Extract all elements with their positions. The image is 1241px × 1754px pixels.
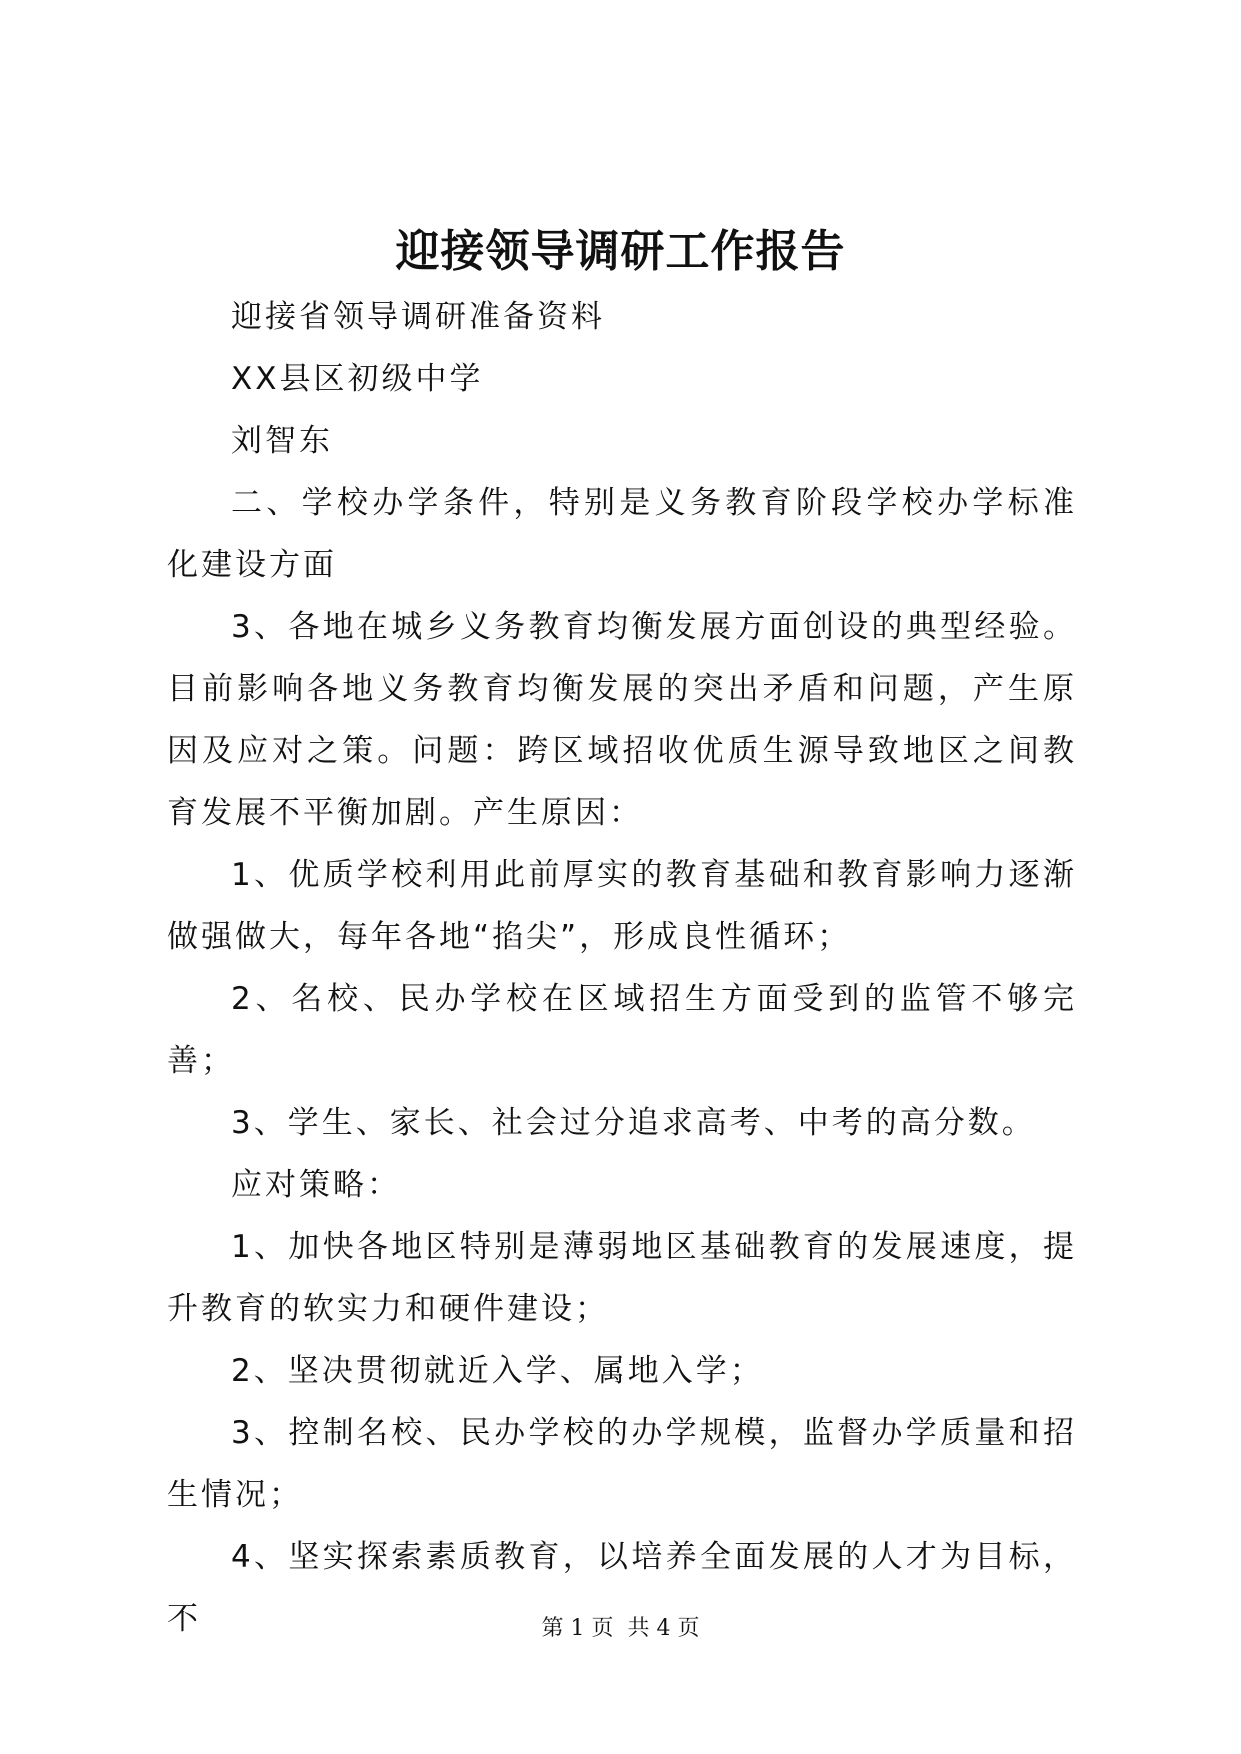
page-number: 第 1 页 共 4 页 (541, 1616, 700, 1641)
document-title: 迎接领导调研工作报告 (395, 226, 846, 277)
paragraph: 3、各地在城乡义务教育均衡发展方面创设的典型经验。目前影响各地义务教育均衡发展的突出矛盾和问题，产生原因及应对之策。问题：跨区域招收优质生源导致地区之间教育发展不平衡加剧。产生原因： (167, 609, 1077, 831)
paragraph: 3、学生、家长、社会过分追求高考、中考的高分数。 (231, 1105, 1036, 1141)
paragraph: 迎接省领导调研准备资料 (231, 299, 605, 335)
paragraph: 二、学校办学条件，特别是义务教育阶段学校办学标准化建设方面 (167, 485, 1077, 583)
paragraph: XX县区初级中学 (231, 361, 484, 397)
paragraph: 1、优质学校利用此前厚实的教育基础和教育影响力逐渐做强做大，每年各地“掐尖”，形成良性循环； (167, 857, 1077, 955)
document-body (167, 286, 1077, 1650)
paragraph: 2、名校、民办学校在区域招生方面受到的监管不够完善； (167, 981, 1077, 1079)
paragraph: 1、加快各地区特别是薄弱地区基础教育的发展速度，提升教育的软实力和硬件建设； (167, 1229, 1077, 1327)
paragraph: 3、控制名校、民办学校的办学规模，监督办学质量和招生情况； (167, 1415, 1077, 1513)
page-footer (0, 1614, 1241, 1644)
paragraph: 刘智东 (231, 423, 333, 459)
paragraph: 2、坚决贯彻就近入学、属地入学； (231, 1353, 764, 1389)
paragraph: 4、坚实探索素质教育，以培养全面发展的人才为目标，不 (167, 1539, 1077, 1637)
paragraph: 应对策略： (231, 1167, 401, 1203)
